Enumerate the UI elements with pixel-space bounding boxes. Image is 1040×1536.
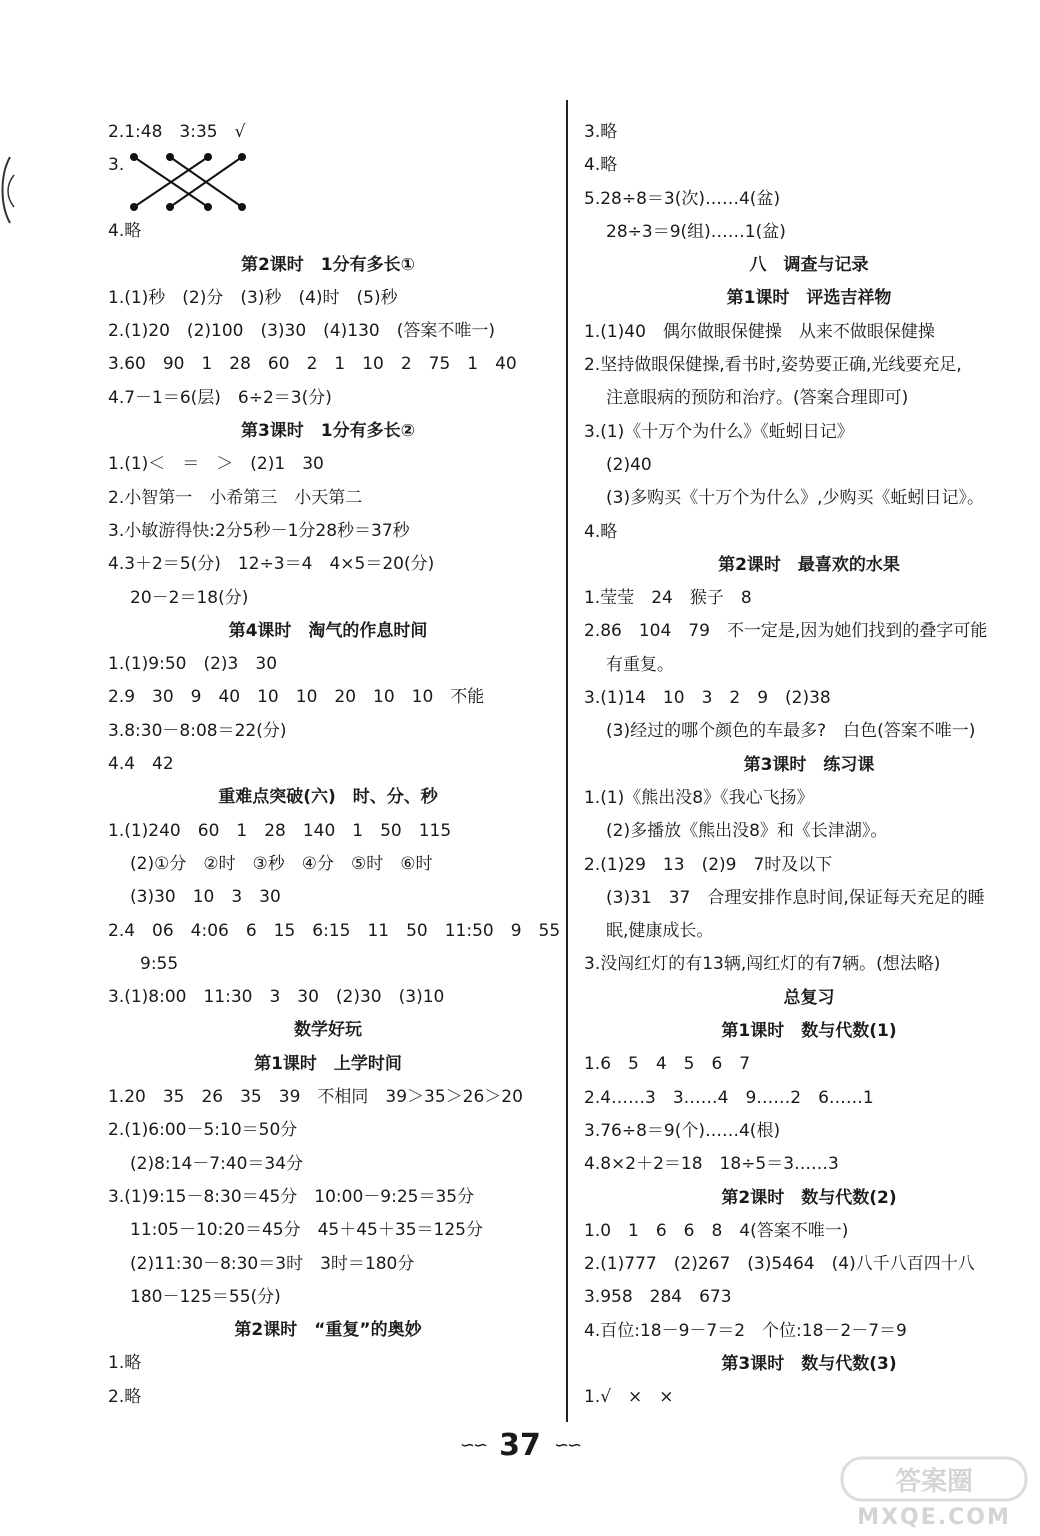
- section-heading: 第2课时 1分有多长①: [240, 254, 416, 275]
- answer-line: (3)多购买《十万个为什么》,少购买《蚯蚓日记》。: [606, 488, 984, 509]
- section-heading: 第3课时 1分有多长②: [240, 421, 416, 442]
- answer-line: 2.(1)6:00－5:10＝50分: [108, 1120, 298, 1141]
- answer-line: 180－125＝55(分): [130, 1286, 281, 1307]
- column-divider: [566, 100, 568, 1422]
- answer-line: 2.(1)29 13 (2)9 7时及以下: [584, 854, 833, 875]
- section-heading: 重难点突破(六) 时、分、秒: [218, 787, 438, 808]
- answer-line: 1.(1)＜ ＝ ＞ (2)1 30: [108, 454, 324, 475]
- answer-line: 4.略: [584, 155, 618, 176]
- answer-line: 4.略: [108, 221, 142, 242]
- right-answer-column: [584, 116, 1034, 1415]
- answer-line: 1.略: [108, 1353, 142, 1374]
- answer-line: 3.没闯红灯的有13辆,闯红灯的有7辆。(想法略): [584, 954, 941, 975]
- answer-line: 4.7－1＝6(层) 6÷2＝3(分): [108, 387, 332, 408]
- section-heading: 八 调查与记录: [749, 255, 869, 276]
- answer-line: 2.坚持做眼保健操,看书时,姿势要正确,光线要充足,: [584, 355, 962, 376]
- answer-line: 4.略: [584, 521, 618, 542]
- section-heading: 第4课时 淘气的作息时间: [228, 620, 428, 641]
- answer-line: 4.8×2＋2＝18 18÷5＝3……3: [584, 1154, 839, 1175]
- answer-line: 有重复。: [606, 654, 674, 675]
- answer-line: (3)30 10 3 30: [130, 887, 281, 908]
- answer-line: 3.: [108, 155, 125, 176]
- section-heading: 第2课时 数与代数(2): [721, 1187, 897, 1208]
- answer-line: 3.(1)14 10 3 2 9 (2)38: [584, 688, 831, 709]
- answer-line: 2.(1)20 (2)100 (3)30 (4)130 (答案不唯一): [108, 321, 495, 342]
- answer-line: 3.(1)9:15－8:30＝45分 10:00－9:25＝35分: [108, 1186, 475, 1207]
- answer-line: (3)31 37 合理安排作息时间,保证每天充足的睡: [606, 887, 985, 908]
- answer-line: 3.8:30－8:08＝22(分): [108, 720, 287, 741]
- answer-line: 1.6 5 4 5 6 7: [584, 1054, 751, 1075]
- answer-line: 1.(1)240 60 1 28 140 1 50 115: [108, 820, 452, 841]
- answer-line: 2.9 30 9 40 10 10 20 10 10 不能: [108, 687, 485, 708]
- section-heading: 第2课时 “重复”的奥妙: [234, 1320, 422, 1341]
- answer-line: 1.莹莹 24 猴子 8: [584, 588, 752, 609]
- answer-line: (2)①分 ②时 ③秒 ④分 ⑤时 ⑥时: [130, 853, 433, 874]
- answer-line: 1.(1)秒 (2)分 (3)秒 (4)时 (5)秒: [108, 287, 398, 308]
- answer-line: (2)40: [606, 454, 652, 475]
- answer-line: 1.20 35 26 35 39 不相同 39＞35＞26＞20: [108, 1087, 523, 1108]
- section-heading: 第3课时 数与代数(3): [721, 1353, 897, 1374]
- section-heading: 第1课时 数与代数(1): [721, 1021, 897, 1042]
- answer-line: 1.√ × ×: [584, 1387, 674, 1408]
- answer-line: 20－2＝18(分): [130, 587, 249, 608]
- answer-line: 眠,健康成长。: [606, 921, 714, 942]
- answer-line: 4.百位:18－9－7＝2 个位:18－2－7＝9: [584, 1320, 907, 1341]
- answer-line: 2.86 104 79 不一定是,因为她们找到的叠字可能: [584, 621, 988, 642]
- footer-ornament-right: ∽∽: [553, 1435, 581, 1456]
- answer-line: 2.4……3 3……4 9……2 6……1: [584, 1087, 874, 1108]
- section-heading: 第1课时 评选吉祥物: [726, 288, 892, 309]
- answer-line: 1.0 1 6 6 8 4(答案不唯一): [584, 1220, 849, 1241]
- left-answer-column: [108, 116, 561, 1414]
- answer-line: (3)经过的哪个颜色的车最多? 白色(答案不唯一): [606, 721, 976, 742]
- section-heading: 数学好玩: [294, 1020, 362, 1041]
- answer-line: 2.(1)777 (2)267 (3)5464 (4)八千八百四十八: [584, 1254, 975, 1275]
- binding-mark-icon: [0, 155, 16, 225]
- footer-ornament-left: ∽∽: [459, 1435, 487, 1456]
- watermark-url: MXQE.COM: [857, 1505, 1011, 1530]
- answer-line: 3.小敏游得快:2分5秒－1分28秒＝37秒: [108, 520, 410, 541]
- answer-line: (2)11:30－8:30＝3时 3时＝180分: [130, 1253, 415, 1274]
- answer-line: 1.(1)40 偶尔做眼保健操 从来不做眼保健操: [584, 321, 935, 342]
- answer-line: 2.1:48 3:35 √: [108, 122, 246, 142]
- answer-line: 3.76÷8＝9(个)……4(根): [584, 1120, 781, 1141]
- watermark-logo: [838, 1452, 1030, 1532]
- answer-line: 3.略: [584, 122, 618, 142]
- answer-line: 2.小智第一 小希第三 小天第二: [108, 487, 363, 508]
- answer-line: 9:55: [140, 953, 179, 974]
- answer-line: 注意眼病的预防和治疗。(答案合理即可): [606, 388, 909, 409]
- page-number: 37: [499, 1428, 541, 1463]
- answer-line: 3.60 90 1 28 60 2 1 10 2 75 1 40: [108, 354, 517, 375]
- answer-line: 4.3＋2＝5(分) 12÷3＝4 4×5＝20(分): [108, 554, 435, 575]
- answer-line: 3.958 284 673: [584, 1287, 732, 1308]
- answer-line: 11:05－10:20＝45分 45＋45＋35＝125分: [130, 1220, 483, 1241]
- watermark-text: 答案圈: [894, 1467, 974, 1497]
- answer-line: 2.4 06 4:06 6 15 6:15 11 50 11:50 9 55: [108, 920, 561, 941]
- answer-line: 1.(1)《熊出没8》《我心飞扬》: [584, 787, 814, 808]
- answer-line: (2)8:14－7:40＝34分: [130, 1153, 304, 1174]
- answer-line: 3.(1)8:00 11:30 3 30 (2)30 (3)10: [108, 987, 445, 1008]
- answer-line: 28÷3＝9(组)……1(盆): [606, 221, 786, 242]
- section-heading: 第3课时 练习课: [743, 754, 875, 775]
- section-heading: 第1课时 上学时间: [254, 1053, 402, 1074]
- answer-line: 1.(1)9:50 (2)3 30: [108, 654, 278, 675]
- answer-line: (2)多播放《熊出没8》和《长津湖》。: [606, 821, 888, 842]
- matching-lines-icon: [122, 149, 252, 215]
- answer-line: 2.略: [108, 1386, 142, 1407]
- section-heading: 总复习: [783, 987, 835, 1008]
- answer-line: 4.4 42: [108, 754, 174, 775]
- section-heading: 第2课时 最喜欢的水果: [718, 554, 900, 575]
- matching-figure: [108, 149, 548, 215]
- answer-line: 5.28÷8＝3(次)……4(盆): [584, 188, 781, 209]
- answer-line: 3.(1)《十万个为什么》《蚯蚓日记》: [584, 421, 854, 442]
